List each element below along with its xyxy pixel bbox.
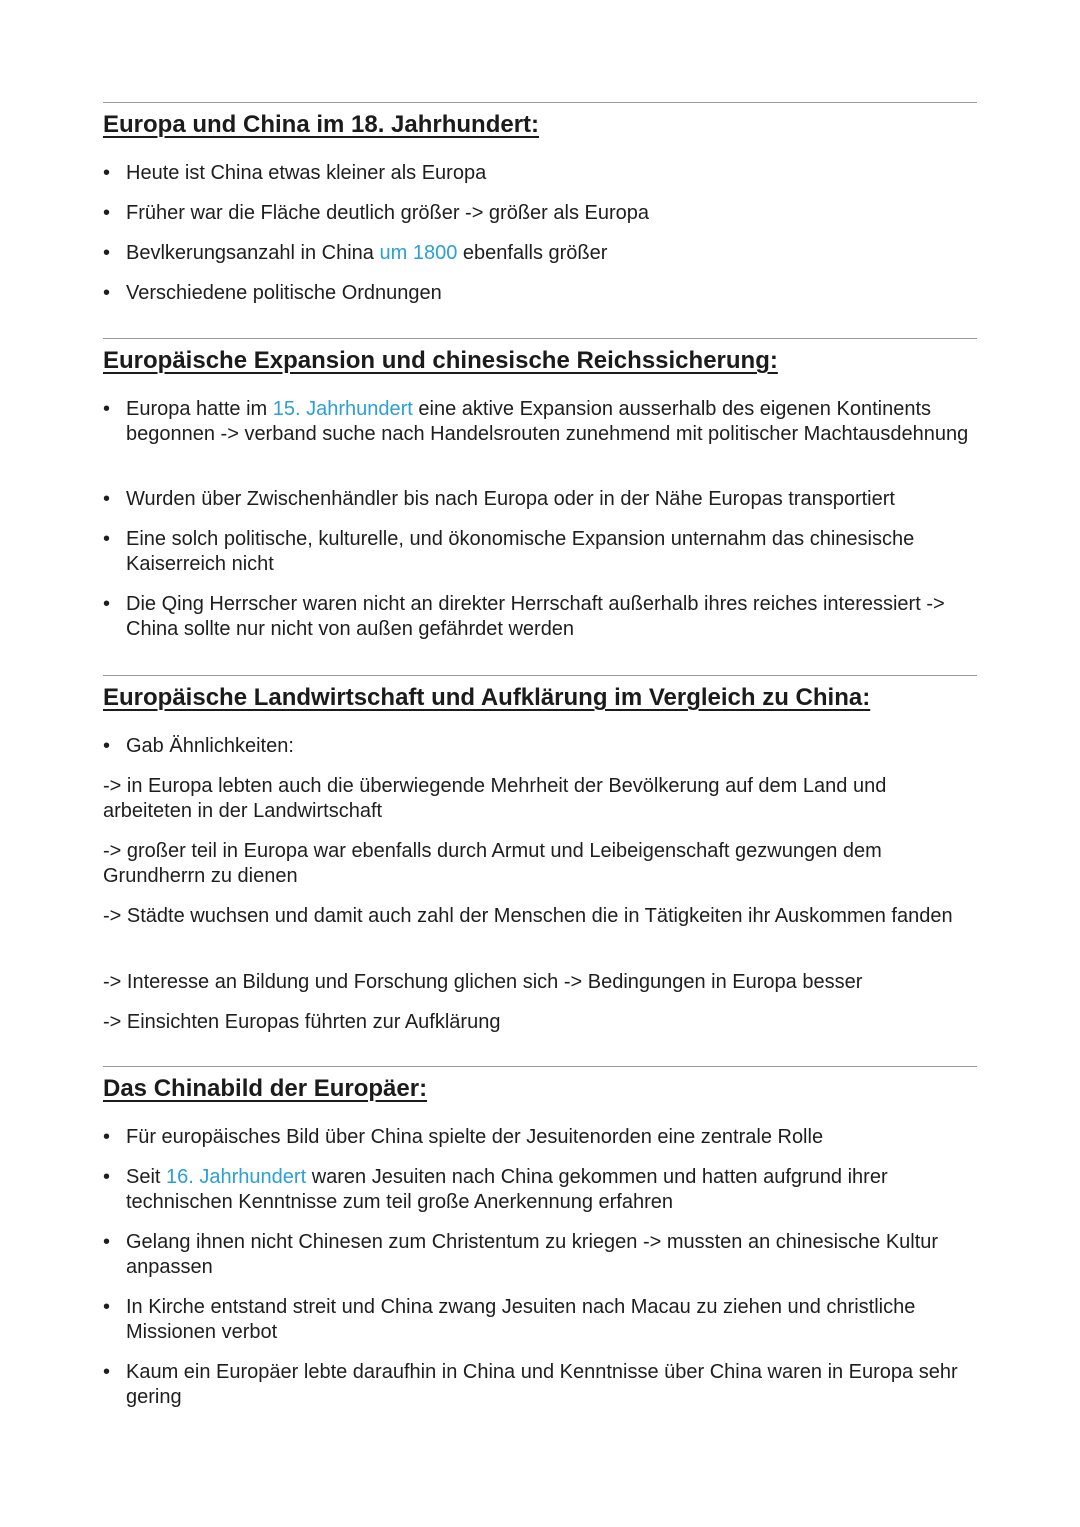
highlighted-date: um 1800 — [379, 242, 458, 264]
bullet-marker: • — [103, 162, 111, 184]
section-divider — [103, 675, 977, 676]
bullet-marker: • — [103, 1126, 111, 1148]
arrow-line: -> großer teil in Europa war ebenfalls durch Armut und Leibeigenschaft gezwungen dem Grundherrn zu dienen — [103, 840, 882, 887]
bullet-marker: • — [103, 1231, 111, 1253]
arrow-line: -> Interesse an Bildung und Forschung glichen sich -> Bedingungen in Europa besser — [103, 971, 863, 993]
bullet-marker: • — [103, 1166, 111, 1188]
bullet-marker: • — [103, 282, 111, 304]
bullet-marker: • — [103, 528, 111, 550]
bullet-marker: • — [103, 488, 111, 510]
highlighted-date: 15. Jahrhundert — [272, 398, 413, 420]
bullet-marker: • — [103, 1296, 111, 1318]
section-divider — [103, 1066, 977, 1067]
section-divider — [103, 102, 977, 103]
arrow-line: -> in Europa lebten auch die überwiegende Mehrheit der Bevölkerung auf dem Land und arbeiteten in der Landwirtschaft — [103, 775, 887, 822]
bullet-marker: • — [103, 242, 111, 264]
bullet-marker: • — [103, 202, 111, 224]
highlighted-date: 16. Jahrhundert — [166, 1166, 307, 1188]
section-divider — [103, 338, 977, 339]
section-heading: Europäische Expansion und chinesische Reichssicherung: — [103, 347, 778, 374]
section-heading: Europäische Landwirtschaft und Aufklärung im Vergleich zu China: — [103, 684, 871, 711]
arrow-line: -> Städte wuchsen und damit auch zahl der Menschen die in Tätigkeiten ihr Auskommen fanden — [103, 905, 953, 927]
section-heading: Europa und China im 18. Jahrhundert: — [103, 111, 540, 138]
arrow-line: -> Einsichten Europas führten zur Aufklärung — [103, 1011, 501, 1033]
bullet-marker: • — [103, 735, 111, 757]
bullet-marker: • — [103, 1361, 111, 1383]
bullet-marker: • — [103, 593, 111, 615]
section-heading: Das Chinabild der Europäer: — [103, 1075, 428, 1102]
bullet-marker: • — [103, 398, 111, 420]
